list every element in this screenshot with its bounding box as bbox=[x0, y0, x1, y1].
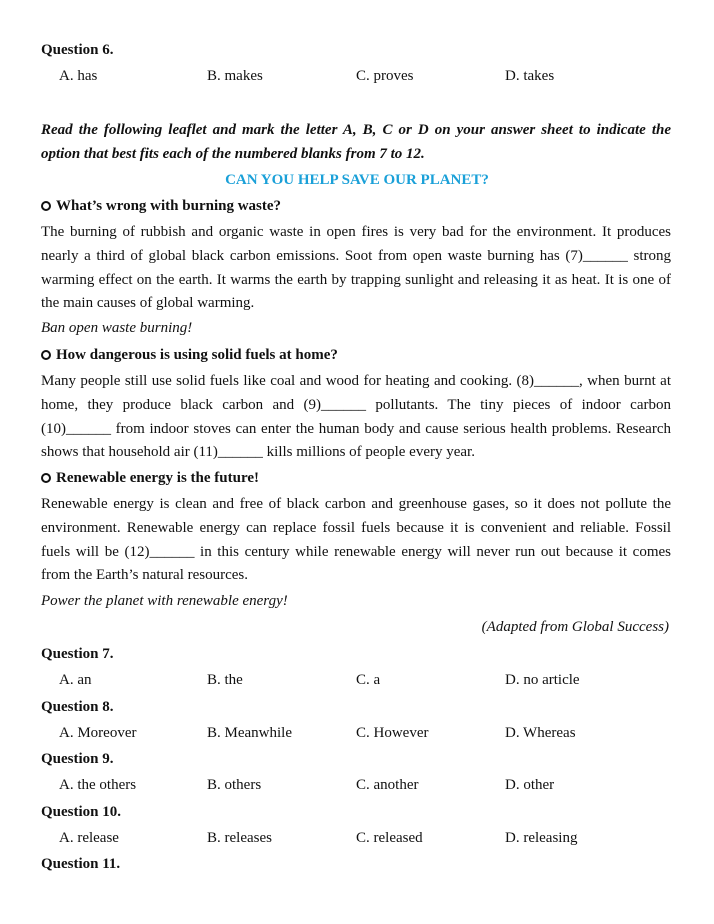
question-8-option-c[interactable]: C. However bbox=[356, 725, 429, 741]
section-1-paragraph bbox=[41, 221, 671, 316]
question-8-option-d[interactable]: D. Whereas bbox=[505, 725, 576, 741]
question-6-option-c[interactable]: C. proves bbox=[356, 68, 414, 84]
question-7-option-c[interactable]: C. a bbox=[356, 672, 381, 688]
reading-instruction bbox=[41, 118, 671, 166]
section-3-slogan: Power the planet with renewable energy! bbox=[41, 593, 288, 609]
question-6-label: Question 6. bbox=[41, 42, 114, 58]
section-1-line: the main causes of global warming. bbox=[41, 295, 255, 312]
section-3-line: from the Earth’s natural resources. bbox=[41, 567, 249, 584]
question-7-option-d[interactable]: D. no article bbox=[505, 672, 580, 688]
question-8-option-a[interactable]: A. Moreover bbox=[59, 725, 137, 741]
section-1-line: The burning of rubbish and organic waste in open fires is very bad for the environment. It produces bbox=[41, 224, 671, 240]
question-7-option-b[interactable]: B. the bbox=[207, 672, 243, 688]
question-9-option-a[interactable]: A. the others bbox=[59, 777, 137, 793]
question-10-option-b[interactable]: B. releases bbox=[207, 830, 272, 846]
circle-bullet-icon bbox=[41, 473, 51, 483]
section-2-line: Many people still use solid fuels like coal and wood for heating and cooking. (8)______, when burnt at bbox=[41, 373, 671, 389]
section-2-line: (10)______ from indoor stoves can enter the human body and cause serious health problems. Research bbox=[41, 420, 671, 437]
question-10-option-c[interactable]: C. released bbox=[356, 830, 423, 846]
source-prefix: (Adapted from bbox=[481, 619, 572, 635]
instruction-line-2: option that best fits each of the numbered blanks from 7 to 12. bbox=[41, 146, 425, 162]
section-3-heading bbox=[41, 470, 259, 487]
section-2-paragraph bbox=[41, 370, 671, 465]
section-3-paragraph bbox=[41, 493, 671, 588]
section-3-line: Renewable energy is clean and free of black carbon and greenhouse gases, so it does not pollute the bbox=[41, 496, 671, 512]
question-9-label: Question 9. bbox=[41, 751, 114, 767]
section-1-heading bbox=[41, 198, 281, 215]
question-8-label: Question 8. bbox=[41, 699, 114, 715]
circle-bullet-icon bbox=[41, 350, 51, 360]
question-7-label: Question 7. bbox=[41, 646, 114, 662]
question-11-label: Question 11. bbox=[41, 856, 121, 872]
question-10-label: Question 10. bbox=[41, 804, 122, 820]
instruction-line-1: Read the following leaflet and mark the letter A, B, C or D on your answer sheet to indicate the bbox=[41, 122, 671, 138]
circle-bullet-icon bbox=[41, 201, 51, 211]
section-3-line: fuels will be (12)______ in this century while renewable energy will never run out because it comes bbox=[41, 543, 671, 560]
section-3-line: environment. Renewable energy can replace fossil fuels because it is convenient and reliable. Fossil bbox=[41, 519, 671, 536]
section-1-line: warming effect on the earth. It warms the earth by trapping sunlight and releasing it as heat. It is one of bbox=[41, 271, 671, 288]
section-2-line: home, they produce black carbon and (9)______ pollutants. The tiny pieces of indoor carbon bbox=[41, 396, 671, 413]
section-2-heading bbox=[41, 347, 338, 364]
source-suffix: ) bbox=[664, 619, 669, 635]
question-9-option-b[interactable]: B. others bbox=[207, 777, 262, 793]
source-title: Global Success bbox=[571, 619, 664, 635]
section-1-heading-text: What’s wrong with burning waste? bbox=[56, 198, 282, 214]
question-8-option-b[interactable]: B. Meanwhile bbox=[207, 725, 292, 741]
source-citation bbox=[482, 619, 669, 636]
question-6-option-a[interactable]: A. has bbox=[59, 68, 98, 84]
section-1-slogan: Ban open waste burning! bbox=[41, 320, 193, 336]
section-2-heading-text: How dangerous is using solid fuels at home? bbox=[56, 347, 338, 363]
leaflet-title: CAN YOU HELP SAVE OUR PLANET? bbox=[225, 172, 489, 188]
question-9-option-c[interactable]: C. another bbox=[356, 777, 419, 793]
question-7-option-a[interactable]: A. an bbox=[59, 672, 92, 688]
question-6-option-b[interactable]: B. makes bbox=[207, 68, 263, 84]
section-3-heading-text: Renewable energy is the future! bbox=[56, 470, 260, 486]
question-10-option-d[interactable]: D. releasing bbox=[505, 830, 578, 846]
section-2-line: shows that household air (11)______ kills millions of people every year. bbox=[41, 444, 475, 461]
question-6-option-d[interactable]: D. takes bbox=[505, 68, 555, 84]
question-9-option-d[interactable]: D. other bbox=[505, 777, 555, 793]
question-10-option-a[interactable]: A. release bbox=[59, 830, 119, 846]
section-1-line: nearly a third of global black carbon emissions. Soot from open waste burning has (7)______ strong bbox=[41, 247, 671, 264]
